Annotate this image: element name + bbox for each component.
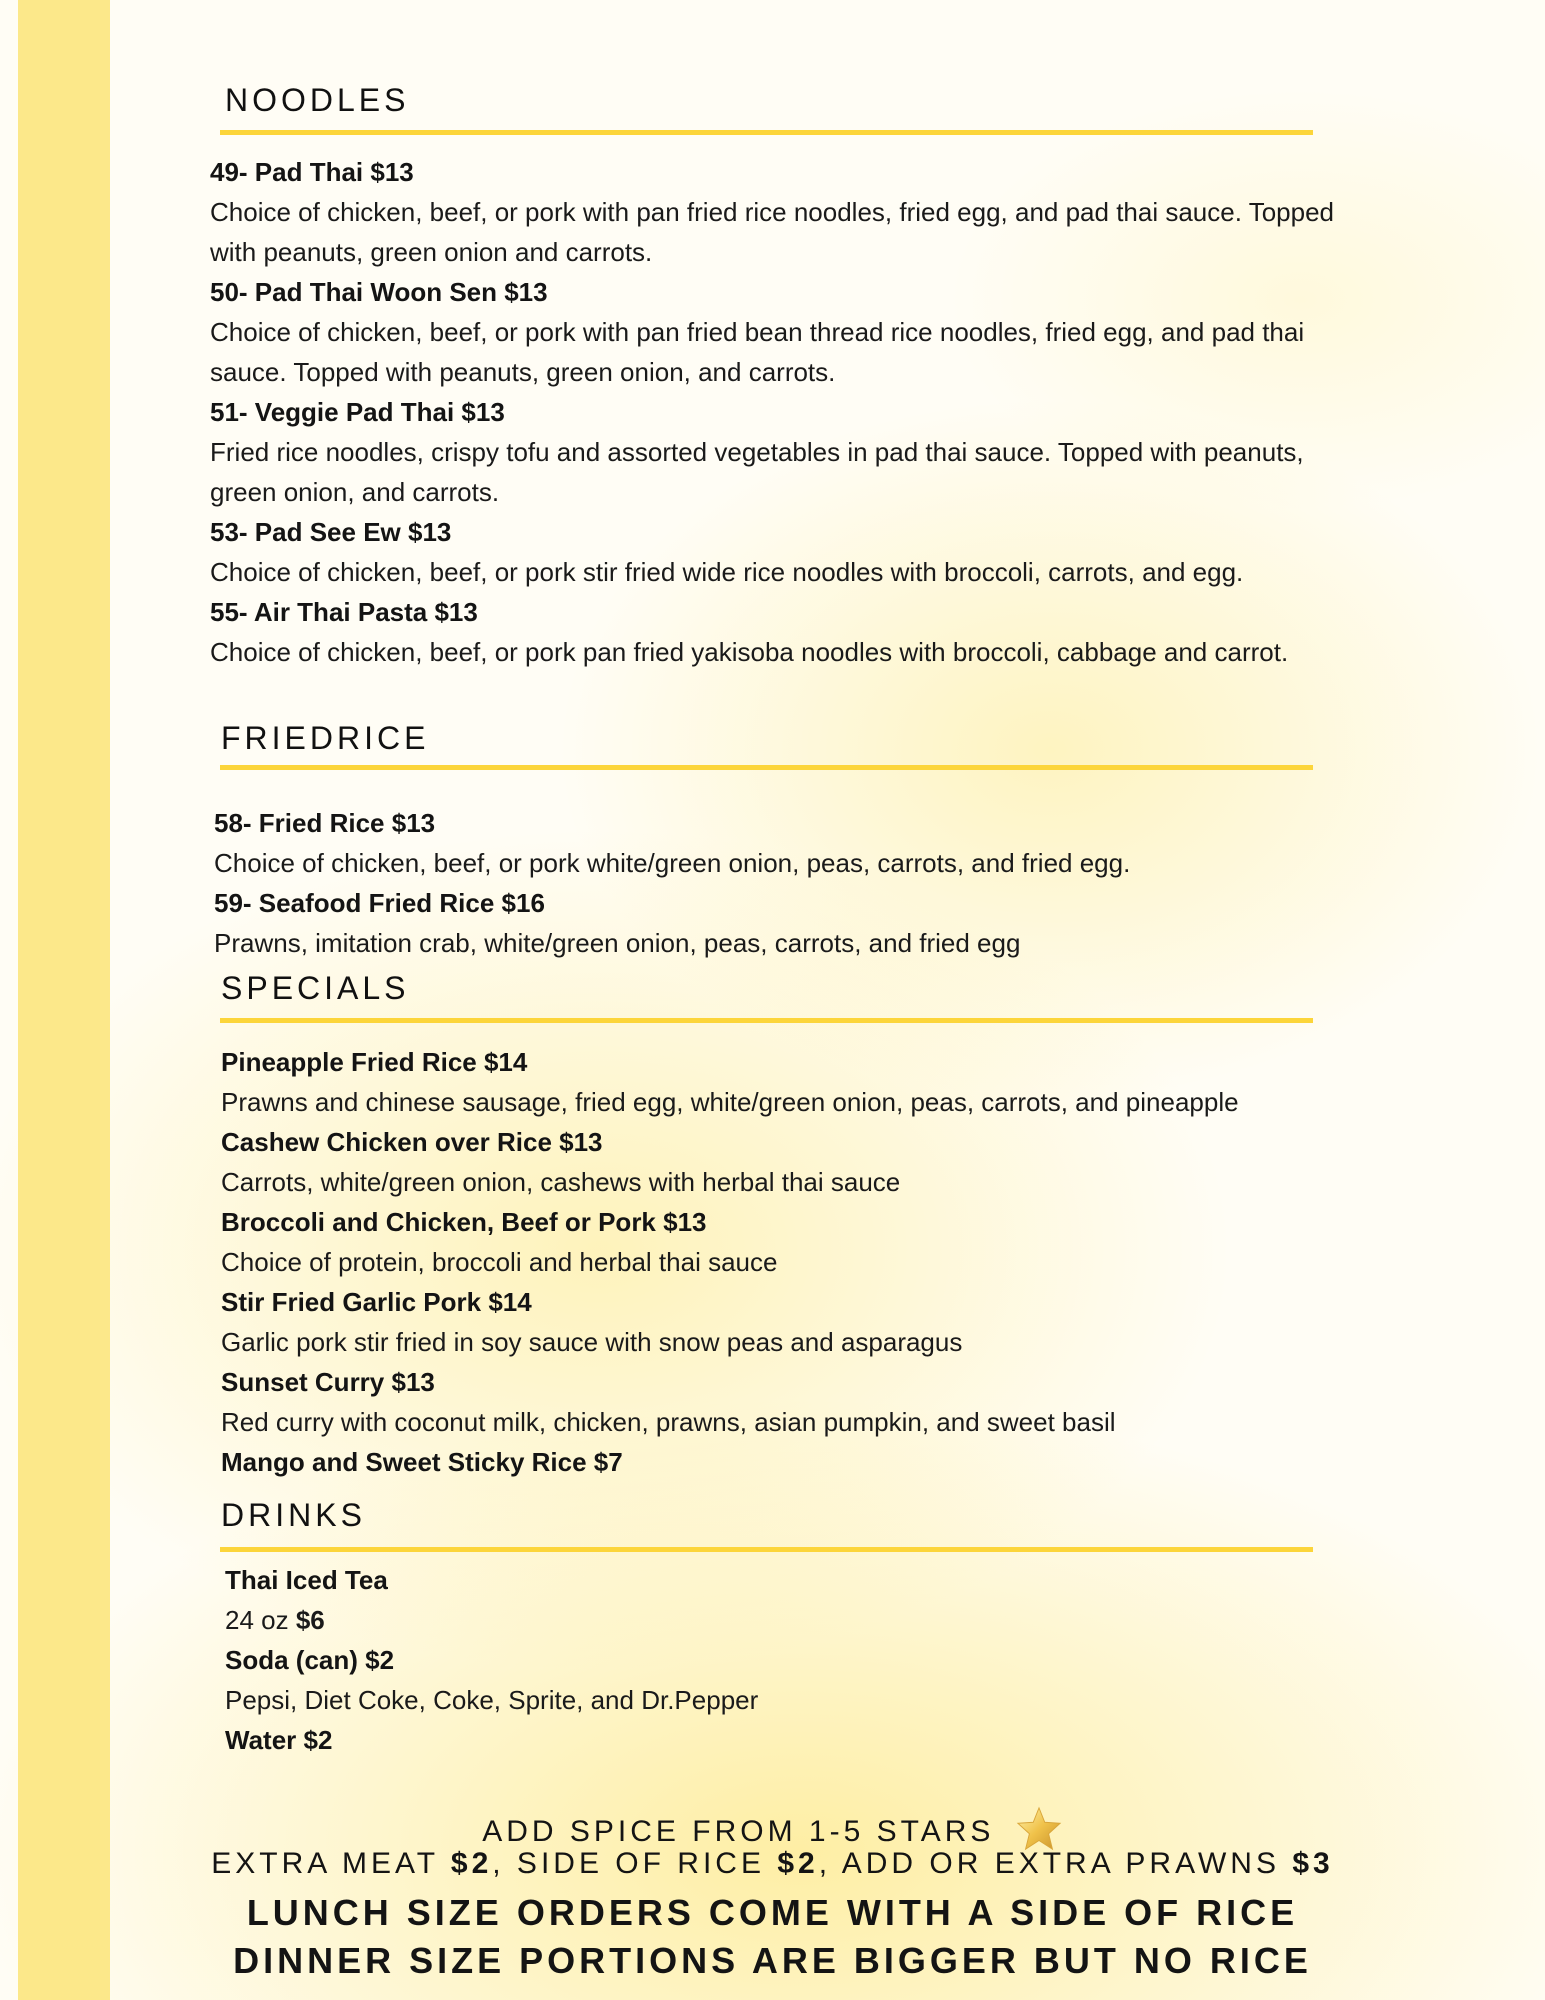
item-desc: Garlic pork stir fried in soy sauce with snow peas and asparagus [221,1327,963,1357]
extra-meat-price: $2 [450,1847,493,1880]
item-name: 55- Air Thai Pasta $13 [210,597,478,627]
item-name: 53- Pad See Ew $13 [210,517,452,547]
item-name: Stir Fried Garlic Pork $14 [221,1287,532,1317]
extra-meat-text: EXTRA MEAT [211,1847,439,1880]
item-desc: Choice of chicken, beef, or pork with pan fried rice noodles, fried egg, and pad thai sauce. Topped with peanuts, green onion and carrots. [210,197,1335,267]
section-rule-friedrice [220,765,1313,770]
item-name: 49- Pad Thai $13 [210,157,414,187]
item-desc: Choice of chicken, beef, or pork white/green onion, peas, carrots, and fried egg. [214,848,1131,878]
section-rule-specials [220,1018,1313,1023]
item-name: Thai Iced Tea [225,1565,388,1595]
item-name: Soda (can) $2 [225,1645,395,1675]
footer-spice-line [0,1805,1545,1853]
item-name: 51- Veggie Pad Thai $13 [210,397,505,427]
section-title-friedrice: FRIEDRICE [221,720,430,756]
item-desc: Choice of chicken, beef, or pork stir fried wide rice noodles with broccoli, carrots, and egg. [210,557,1244,587]
item-desc: Prawns and chinese sausage, fried egg, white/green onion, peas, carrots, and pineapple [221,1087,1239,1117]
item-desc: Choice of chicken, beef, or pork pan fried yakisoba noodles with broccoli, cabbage and carrot. [210,637,1289,667]
item-desc: Red curry with coconut milk, chicken, prawns, asian pumpkin, and sweet basil [221,1407,1116,1437]
item-name: Water $2 [225,1725,333,1755]
item-desc: Choice of protein, broccoli and herbal thai sauce [221,1247,778,1277]
footer-lunch-line: LUNCH SIZE ORDERS COME WITH A SIDE OF RICE [246,1892,1299,1933]
footer-extras-line [0,1847,1545,1881]
item-name: 59- Seafood Fried Rice $16 [214,888,545,918]
item-name: Sunset Curry $13 [221,1367,435,1397]
drink-price: $6 [295,1605,325,1635]
specials-list [221,1042,1381,1482]
section-rule-drinks [220,1547,1313,1552]
section-title-specials: SPECIALS [221,970,410,1006]
item-name: Mango and Sweet Sticky Rice $7 [221,1447,623,1477]
item-desc [225,1600,1385,1640]
item-name: Broccoli and Chicken, Beef or Pork $13 [221,1207,707,1237]
side-rice-text: , SIDE OF RICE [492,1847,765,1880]
item-desc: Fried rice noodles, crispy tofu and assorted vegetables in pad thai sauce. Topped with peanuts, green onion, and carrots. [210,437,1304,507]
prawns-price: $3 [1292,1847,1334,1880]
section-title-noodles: NOODLES [225,82,410,118]
item-name: 50- Pad Thai Woon Sen $13 [210,277,548,307]
drinks-list [225,1560,1385,1760]
star-icon [1015,1805,1063,1853]
side-rice-price: $2 [777,1847,819,1880]
footer-dinner-line: DINNER SIZE PORTIONS ARE BIGGER BUT NO RICE [233,1940,1312,1981]
item-desc: Carrots, white/green onion, cashews with herbal thai sauce [221,1167,901,1197]
item-name: Pineapple Fried Rice $14 [221,1047,528,1077]
friedrice-list [214,803,1374,963]
left-stripe [18,0,110,2000]
section-rule-noodles [220,130,1313,135]
item-name: Cashew Chicken over Rice $13 [221,1127,603,1157]
item-desc: Choice of chicken, beef, or pork with pan fried bean thread rice noodles, fried egg, and pad thai sauce. Topped with peanuts, green onion, and carrots. [210,317,1305,387]
section-title-drinks: DRINKS [221,1497,366,1533]
drink-size: 24 oz [225,1605,289,1635]
item-desc: Pepsi, Diet Coke, Coke, Sprite, and Dr.Pepper [225,1685,759,1715]
prawns-text: , ADD OR EXTRA PRAWNS [818,1847,1280,1880]
spice-text: ADD SPICE FROM 1-5 STARS [482,1815,995,1848]
item-desc: Prawns, imitation crab, white/green onion, peas, carrots, and fried egg [214,928,1021,958]
noodles-list [210,152,1370,672]
item-name: 58- Fried Rice $13 [214,808,436,838]
